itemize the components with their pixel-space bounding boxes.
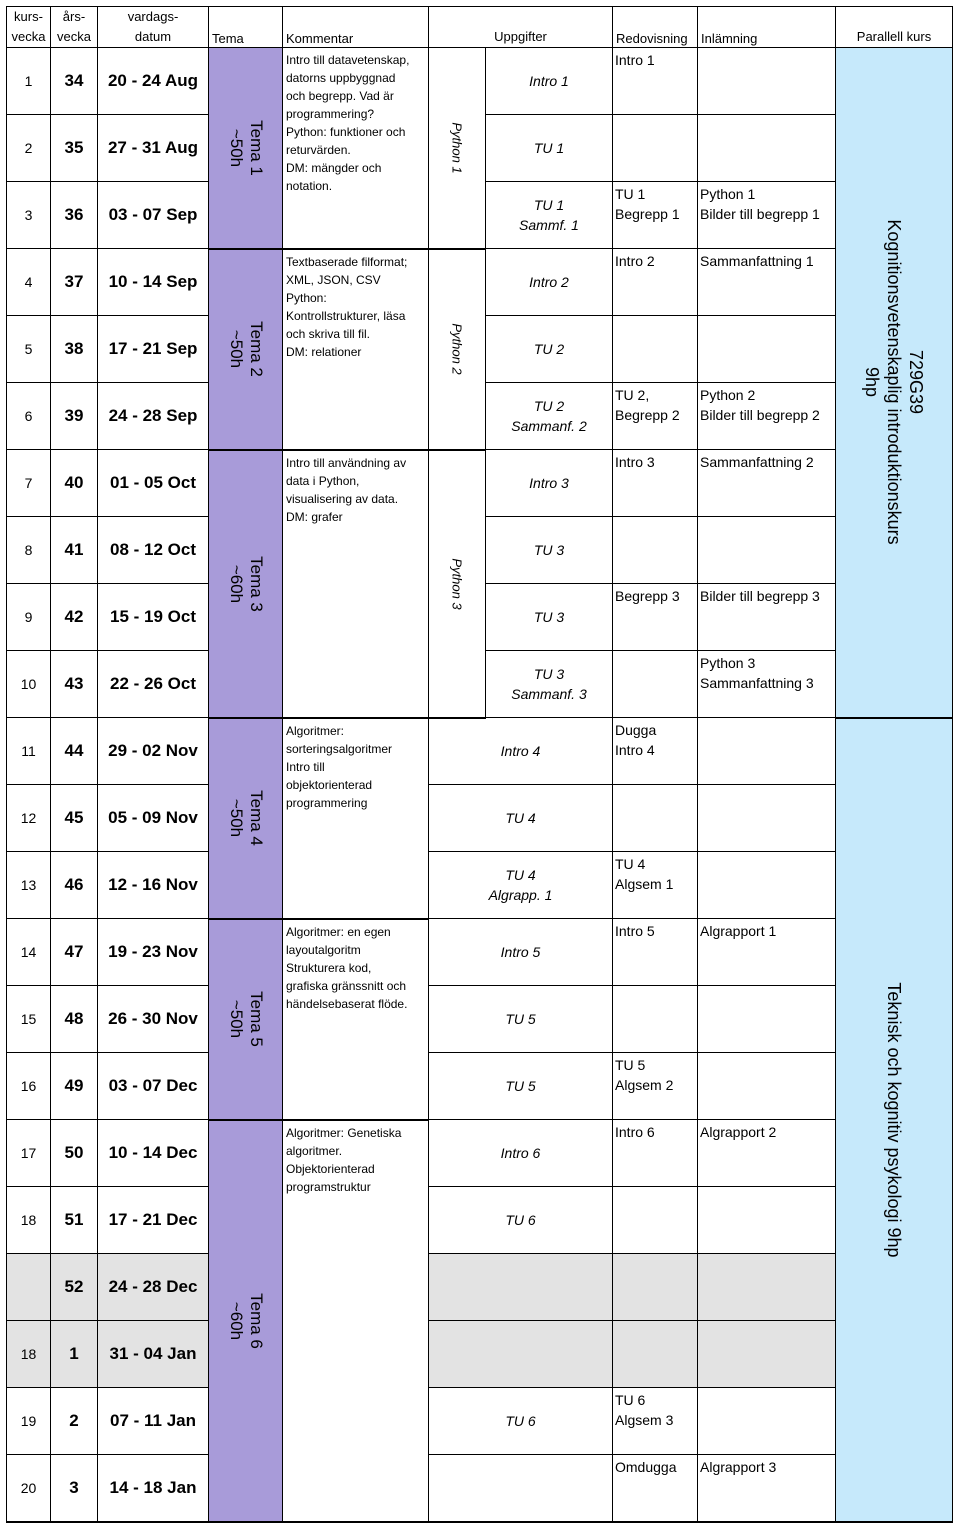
kursvecka-cell: 11	[7, 718, 51, 785]
cell-line: DM: mängder och	[286, 161, 382, 175]
arsvecka-cell: 36	[51, 182, 98, 249]
cell-line: Bilder till begrepp 1	[700, 206, 820, 222]
uppgift-cell	[429, 1388, 613, 1455]
redovisning-cell	[613, 584, 698, 651]
datum-cell: 05 - 09 Nov	[98, 785, 209, 852]
inlamning-cell	[698, 517, 836, 584]
python-block-label: Python 2	[449, 323, 465, 375]
cell-line: TU 6	[505, 1413, 536, 1429]
tema-cell	[209, 48, 283, 249]
kursvecka-cell: 13	[7, 852, 51, 919]
cell-line: Kontrollstrukturer, läsa	[286, 308, 406, 323]
kursvecka-cell: 3	[7, 182, 51, 249]
datum-cell: 24 - 28 Dec	[98, 1254, 209, 1321]
cell-line: Sammanf. 3	[511, 686, 587, 702]
cell-line: TU 2	[533, 398, 565, 414]
redovisning-cell	[613, 1053, 698, 1120]
cell-line: Dugga	[615, 722, 657, 738]
kursvecka-cell: 10	[7, 651, 51, 718]
kursvecka-cell: 12	[7, 785, 51, 852]
schedule-row	[7, 1321, 953, 1388]
uppgift-cell	[429, 852, 613, 919]
schedule-row	[7, 1187, 953, 1254]
inlamning-cell	[698, 1321, 836, 1388]
datum-cell: 08 - 12 Oct	[98, 517, 209, 584]
arsvecka-cell: 2	[51, 1388, 98, 1455]
parallell-kurs-line: 9hp	[862, 367, 882, 398]
kursvecka-cell: 5	[7, 316, 51, 383]
cell-line: och skriva till fil.	[286, 326, 371, 341]
inlamning-cell	[698, 852, 836, 919]
cell-line: Intro till datavetenskap,	[286, 53, 410, 67]
redovisning-cell	[613, 1321, 698, 1388]
tema-hours: ~50h	[226, 798, 246, 838]
tema-hours: ~50h	[226, 329, 246, 369]
cell-line: TU 2,	[615, 387, 650, 403]
header-kommentar: Kommentar	[283, 7, 429, 48]
tema-label	[226, 991, 266, 1047]
tema-name: Tema 1	[246, 119, 266, 176]
redovisning-cell	[613, 1254, 698, 1321]
cell-line: Bilder till begrepp 3	[700, 588, 820, 604]
cell-line: programmering?	[286, 107, 375, 121]
cell-line: Algoritmer:	[286, 723, 345, 738]
kommentar-cell	[283, 450, 429, 718]
cell-line: Intro 3	[529, 475, 569, 491]
inlamning-cell	[698, 1120, 836, 1187]
datum-cell: 03 - 07 Sep	[98, 182, 209, 249]
redovisning-cell	[613, 919, 698, 986]
kursvecka-cell: 20	[7, 1455, 51, 1522]
inlamning-cell	[698, 48, 836, 115]
kursvecka-cell: 18	[7, 1321, 51, 1388]
cell-line: TU 3	[533, 609, 565, 625]
redovisning-cell	[613, 1120, 698, 1187]
tema-label	[226, 1293, 266, 1349]
redovisning-cell	[613, 316, 698, 383]
arsvecka-cell: 52	[51, 1254, 98, 1321]
cell-line: Intro 5	[500, 944, 541, 960]
python-block-label: Python 1	[449, 122, 465, 174]
uppgift-cell	[429, 986, 613, 1053]
uppgift-cell	[429, 1455, 613, 1522]
redovisning-cell	[613, 986, 698, 1053]
datum-cell: 26 - 30 Nov	[98, 986, 209, 1053]
cell-line: layoutalgoritm	[286, 942, 361, 957]
uppgift-cell	[429, 1053, 613, 1120]
redovisning-cell	[613, 785, 698, 852]
datum-cell: 12 - 16 Nov	[98, 852, 209, 919]
kommentar-cell	[283, 48, 429, 249]
kursvecka-cell: 17	[7, 1120, 51, 1187]
cell-line: Objektorienterad	[286, 1161, 375, 1176]
uppgift-cell	[429, 1254, 613, 1321]
inlamning-cell	[698, 450, 836, 517]
redovisning-cell	[613, 1455, 698, 1522]
cell-line: Strukturera kod,	[286, 960, 372, 975]
redovisning-cell	[613, 383, 698, 450]
tema-cell	[209, 249, 283, 450]
tema-cell	[209, 919, 283, 1120]
cell-line: notation.	[286, 179, 333, 193]
cell-line: DM: grafer	[286, 509, 343, 524]
kursvecka-cell: 2	[7, 115, 51, 182]
schedule-row	[7, 785, 953, 852]
datum-cell: 29 - 02 Nov	[98, 718, 209, 785]
cell-line: Algrapport 3	[700, 1459, 777, 1475]
uppgift-cell	[486, 182, 613, 249]
redovisning-cell	[613, 48, 698, 115]
cell-line: Begrepp 1	[615, 206, 680, 222]
cell-line: TU 1	[533, 140, 565, 156]
redovisning-cell	[613, 115, 698, 182]
uppgift-cell	[486, 316, 613, 383]
cell-line: Algoritmer: en egen	[286, 924, 391, 939]
arsvecka-cell: 45	[51, 785, 98, 852]
cell-line: data i Python,	[286, 473, 360, 488]
arsvecka-cell: 42	[51, 584, 98, 651]
tema-label	[226, 120, 266, 176]
uppgift-cell	[486, 115, 613, 182]
kommentar-cell	[283, 718, 429, 919]
kursvecka-cell: 15	[7, 986, 51, 1053]
tema-name: Tema 3	[246, 555, 266, 612]
kursvecka-cell: 14	[7, 919, 51, 986]
cell-line: Algsem 3	[615, 1412, 674, 1428]
tema-label	[226, 321, 266, 377]
datum-cell: 17 - 21 Sep	[98, 316, 209, 383]
tema-cell	[209, 450, 283, 718]
cell-line: Intro 6	[500, 1145, 541, 1161]
cell-line: programstruktur	[286, 1179, 371, 1194]
kursvecka-cell: 16	[7, 1053, 51, 1120]
cell-line: Intro 5	[615, 923, 655, 939]
cell-line: TU 5	[505, 1078, 536, 1094]
python-block-label: Python 3	[449, 557, 465, 610]
tema-hours: ~50h	[226, 999, 246, 1039]
header-redovisning: Redovisning	[613, 7, 698, 48]
cell-line: Algsem 2	[615, 1077, 674, 1093]
kommentar-cell	[283, 249, 429, 450]
python-block-cell	[429, 249, 486, 450]
header-datum: vardags- datum	[98, 7, 209, 48]
inlamning-cell	[698, 182, 836, 249]
kursvecka-cell: 7	[7, 450, 51, 517]
schedule-row	[7, 1053, 953, 1120]
cell-line: DM: relationer	[286, 344, 362, 359]
uppgift-cell	[486, 249, 613, 316]
cell-line: Python:	[286, 290, 327, 305]
parallell-kurs-cell	[836, 718, 953, 1522]
arsvecka-cell: 46	[51, 852, 98, 919]
inlamning-cell	[698, 718, 836, 785]
cell-line: Intro 2	[615, 253, 655, 269]
cell-line: TU 5	[505, 1011, 536, 1027]
arsvecka-cell: 50	[51, 1120, 98, 1187]
arsvecka-cell: 40	[51, 450, 98, 517]
parallell-kurs-cell	[836, 48, 953, 718]
schedule-row	[7, 48, 953, 115]
cell-line: händelsebaserat flöde.	[286, 996, 408, 1011]
uppgift-cell	[486, 517, 613, 584]
tema-name: Tema 6	[246, 1292, 266, 1349]
kursvecka-cell: 1	[7, 48, 51, 115]
tema-hours: ~60h	[226, 1301, 246, 1340]
arsvecka-cell: 48	[51, 986, 98, 1053]
datum-cell: 17 - 21 Dec	[98, 1187, 209, 1254]
kursvecka-cell	[7, 1254, 51, 1321]
datum-cell: 10 - 14 Sep	[98, 249, 209, 316]
cell-line: Intro 1	[615, 52, 655, 68]
cell-line: Algsem 1	[615, 876, 674, 892]
cell-line: Intro 3	[615, 454, 655, 470]
header-tema: Tema	[209, 7, 283, 48]
datum-cell: 22 - 26 Oct	[98, 651, 209, 718]
inlamning-cell	[698, 249, 836, 316]
tema-label	[226, 556, 266, 612]
redovisning-cell	[613, 249, 698, 316]
cell-line: Sammanf. 2	[511, 418, 587, 434]
inlamning-cell	[698, 584, 836, 651]
uppgift-cell	[429, 718, 613, 785]
header-row	[7, 7, 953, 48]
uppgift-cell	[486, 450, 613, 517]
kommentar-cell	[283, 919, 429, 1120]
datum-cell: 27 - 31 Aug	[98, 115, 209, 182]
inlamning-cell	[698, 785, 836, 852]
inlamning-cell	[698, 986, 836, 1053]
schedule-row	[7, 919, 953, 986]
redovisning-cell	[613, 1388, 698, 1455]
cell-line: Intro 4	[500, 743, 541, 760]
arsvecka-cell: 38	[51, 316, 98, 383]
uppgift-cell	[486, 651, 613, 718]
schedule-row	[7, 249, 953, 316]
arsvecka-cell: 39	[51, 383, 98, 450]
uppgift-cell	[429, 785, 613, 852]
arsvecka-cell: 44	[51, 718, 98, 785]
cell-line: visualisering av data.	[286, 491, 399, 506]
cell-line: objektorienterad	[286, 777, 373, 792]
cell-line: datorns uppbyggnad	[286, 71, 396, 85]
datum-cell: 14 - 18 Jan	[98, 1455, 209, 1522]
inlamning-cell	[698, 1388, 836, 1455]
cell-line: Bilder till begrepp 2	[700, 407, 820, 423]
tema-cell	[209, 1120, 283, 1522]
schedule-row	[7, 1120, 953, 1187]
cell-line: Intro 1	[529, 73, 569, 89]
cell-line: Sammanfattning 1	[700, 253, 814, 269]
uppgift-cell	[486, 48, 613, 115]
cell-line: och begrepp. Vad är	[286, 89, 394, 103]
cell-line: grafiska gränssnitt och	[286, 978, 407, 993]
cell-line: XML, JSON, CSV	[286, 272, 381, 287]
inlamning-cell	[698, 1254, 836, 1321]
uppgift-cell	[429, 1187, 613, 1254]
datum-cell: 15 - 19 Oct	[98, 584, 209, 651]
parallell-kurs-label	[883, 982, 905, 1257]
inlamning-cell	[698, 1187, 836, 1254]
arsvecka-cell: 51	[51, 1187, 98, 1254]
tema-hours: ~50h	[226, 128, 246, 167]
cell-line: Algrapport 2	[700, 1124, 777, 1140]
cell-line: Omdugga	[615, 1459, 677, 1475]
cell-line: Algrapport 1	[700, 923, 777, 939]
cell-line: TU 2	[533, 341, 565, 357]
cell-line: Textbaserade filformat;	[286, 254, 408, 269]
datum-cell: 01 - 05 Oct	[98, 450, 209, 517]
kommentar-cell	[283, 1120, 429, 1522]
cell-line: Sammanfattning 3	[700, 675, 814, 691]
parallell-kurs-label	[861, 220, 927, 545]
datum-cell: 19 - 23 Nov	[98, 919, 209, 986]
uppgift-cell	[429, 1321, 613, 1388]
tema-name: Tema 5	[246, 991, 266, 1047]
cell-line: Begrepp 3	[615, 588, 680, 604]
schedule-row	[7, 1455, 953, 1522]
header-arsvecka: års- vecka	[51, 7, 98, 48]
datum-cell: 03 - 07 Dec	[98, 1053, 209, 1120]
cell-line: Sammf. 1	[519, 217, 579, 233]
cell-line: TU 1	[533, 197, 565, 213]
arsvecka-cell: 49	[51, 1053, 98, 1120]
redovisning-cell	[613, 852, 698, 919]
schedule-row	[7, 986, 953, 1053]
kursvecka-cell: 18	[7, 1187, 51, 1254]
datum-cell: 31 - 04 Jan	[98, 1321, 209, 1388]
cell-line: Algoritmer: Genetiska	[286, 1125, 402, 1140]
header-parallell: Parallell kurs	[836, 7, 953, 48]
inlamning-cell	[698, 316, 836, 383]
cell-line: Python 3	[700, 655, 756, 671]
cell-line: Intro 4	[615, 742, 655, 758]
cell-line: TU 3	[533, 542, 565, 558]
datum-cell: 10 - 14 Dec	[98, 1120, 209, 1187]
cell-line: Intro till	[286, 759, 325, 774]
inlamning-cell	[698, 383, 836, 450]
uppgift-cell	[486, 383, 613, 450]
cell-line: Python: funktioner och	[286, 125, 406, 139]
cell-line: Begrepp 2	[615, 407, 680, 423]
cell-line: returvärden.	[286, 143, 351, 157]
python-block-cell	[429, 450, 486, 718]
cell-line: Intro 2	[529, 274, 569, 290]
datum-cell: 24 - 28 Sep	[98, 383, 209, 450]
arsvecka-cell: 37	[51, 249, 98, 316]
uppgift-cell	[429, 1120, 613, 1187]
kursvecka-cell: 4	[7, 249, 51, 316]
redovisning-cell	[613, 651, 698, 718]
parallell-kurs-line: Kognitionsvetenskaplig introduktionskurs	[884, 219, 904, 545]
cell-line: TU 3	[533, 666, 565, 682]
cell-line: TU 6	[505, 1212, 536, 1228]
redovisning-cell	[613, 182, 698, 249]
parallell-kurs-line: Teknisk och kognitiv psykologi 9hp	[884, 981, 904, 1258]
tema-hours: ~60h	[226, 564, 246, 603]
inlamning-cell	[698, 651, 836, 718]
tema-name: Tema 2	[246, 321, 266, 377]
arsvecka-cell: 35	[51, 115, 98, 182]
cell-line: Algrapp. 1	[488, 887, 553, 903]
cell-line: Python 1	[700, 186, 756, 202]
header-inlamning: Inlämning	[698, 7, 836, 48]
cell-line: TU 4	[505, 867, 536, 883]
datum-cell: 07 - 11 Jan	[98, 1388, 209, 1455]
python-block-cell	[429, 48, 486, 249]
tema-label	[226, 790, 266, 846]
inlamning-cell	[698, 1455, 836, 1522]
header-kursvecka: kurs- vecka	[7, 7, 51, 48]
schedule-row	[7, 1254, 953, 1321]
kursvecka-cell: 19	[7, 1388, 51, 1455]
cell-line: Intro till användning av	[286, 455, 407, 470]
cell-line: Sammanfattning 2	[700, 454, 814, 470]
header-uppgifter: Uppgifter	[429, 7, 613, 48]
cell-line: algoritmer.	[286, 1143, 343, 1158]
arsvecka-cell: 47	[51, 919, 98, 986]
tema-name: Tema 4	[246, 790, 266, 846]
redovisning-cell	[613, 450, 698, 517]
schedule-row	[7, 852, 953, 919]
uppgift-cell	[429, 919, 613, 986]
cell-line: TU 4	[505, 810, 536, 826]
cell-line: TU 5	[615, 1057, 646, 1073]
course-schedule-table	[6, 6, 953, 1523]
kursvecka-cell: 9	[7, 584, 51, 651]
redovisning-cell	[613, 1187, 698, 1254]
cell-line: Python 2	[700, 387, 756, 403]
redovisning-cell	[613, 718, 698, 785]
parallell-kurs-line: 729G39	[906, 350, 926, 415]
redovisning-cell	[613, 517, 698, 584]
schedule-row	[7, 450, 953, 517]
inlamning-cell	[698, 1053, 836, 1120]
inlamning-cell	[698, 919, 836, 986]
cell-line: TU 4	[615, 856, 646, 872]
tema-cell	[209, 718, 283, 919]
inlamning-cell	[698, 115, 836, 182]
cell-line: TU 1	[615, 186, 646, 202]
cell-line: programmering	[286, 795, 368, 810]
kursvecka-cell: 8	[7, 517, 51, 584]
datum-cell: 20 - 24 Aug	[98, 48, 209, 115]
schedule-row	[7, 1388, 953, 1455]
cell-line: Intro 6	[615, 1124, 655, 1140]
arsvecka-cell: 34	[51, 48, 98, 115]
kursvecka-cell: 6	[7, 383, 51, 450]
cell-line: TU 6	[615, 1392, 646, 1408]
arsvecka-cell: 1	[51, 1321, 98, 1388]
schedule-row	[7, 718, 953, 785]
arsvecka-cell: 43	[51, 651, 98, 718]
cell-line: sorteringsalgoritmer	[286, 741, 393, 756]
arsvecka-cell: 3	[51, 1455, 98, 1522]
uppgift-cell	[486, 584, 613, 651]
arsvecka-cell: 41	[51, 517, 98, 584]
